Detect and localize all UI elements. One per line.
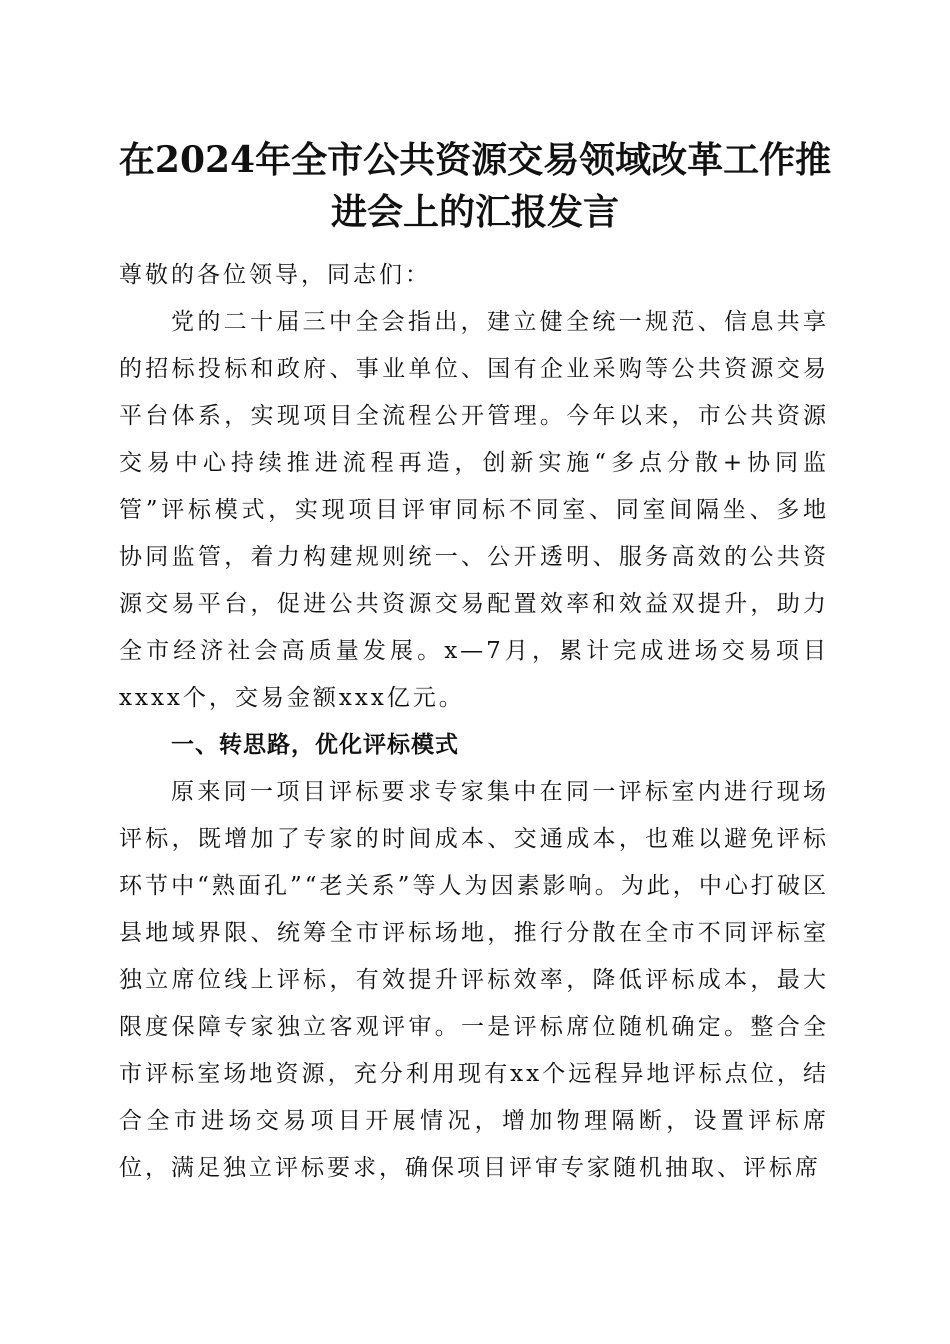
document-title: 在2024年全市公共资源交易领域改革工作推进会上的汇报发言 <box>118 139 832 233</box>
section-heading: 一、转思路，优化评标模式 <box>171 732 459 758</box>
section-paragraph: 原来同一项目评标要求专家集中在同一评标室内进行现场评标，既增加了专家的时间成本、交通成本，也难以避免评标环节中“熟面孔”“老关系”等人为因素影响。为此，中心打破区县地域界限、统筹全市评标场地，推行分散在全市不同评标室独立席位线上评标，有效提升评标效率，降低评标成本，最大限度保障专家独立客观评审。一是评标席位随机确定。整合全市评标室场地资源，充分利用现有xx个远程异地评标点位，结合全市进场交易项目开展情况，增加物理隔断，设置评标席位，满足独立评标要求，确保项目评审专家随机抽取、评标席 <box>119 779 829 1181</box>
intro-paragraph: 党的二十届三中全会指出，建立健全统一规范、信息共享的招标投标和政府、事业单位、国有企业采购等公共资源交易平台体系，实现项目全流程公开管理。今年以来，市公共资源交易中心持续推进流程再造，创新实施“多点分散+协同监管”评标模式，实现项目评审同标不同室、同室间隔坐、多地协同监管，着力构建规则统一、公开透明、服务高效的公共资源交易平台，促进公共资源交易配置效率和效益双提升，助力全市经济社会高质量发展。x—7月，累计完成进场交易项目xxxx个，交易金额xxx亿元。 <box>119 309 829 711</box>
salutation: 尊敬的各位领导，同志们： <box>119 262 431 288</box>
document-body <box>119 252 829 1192</box>
